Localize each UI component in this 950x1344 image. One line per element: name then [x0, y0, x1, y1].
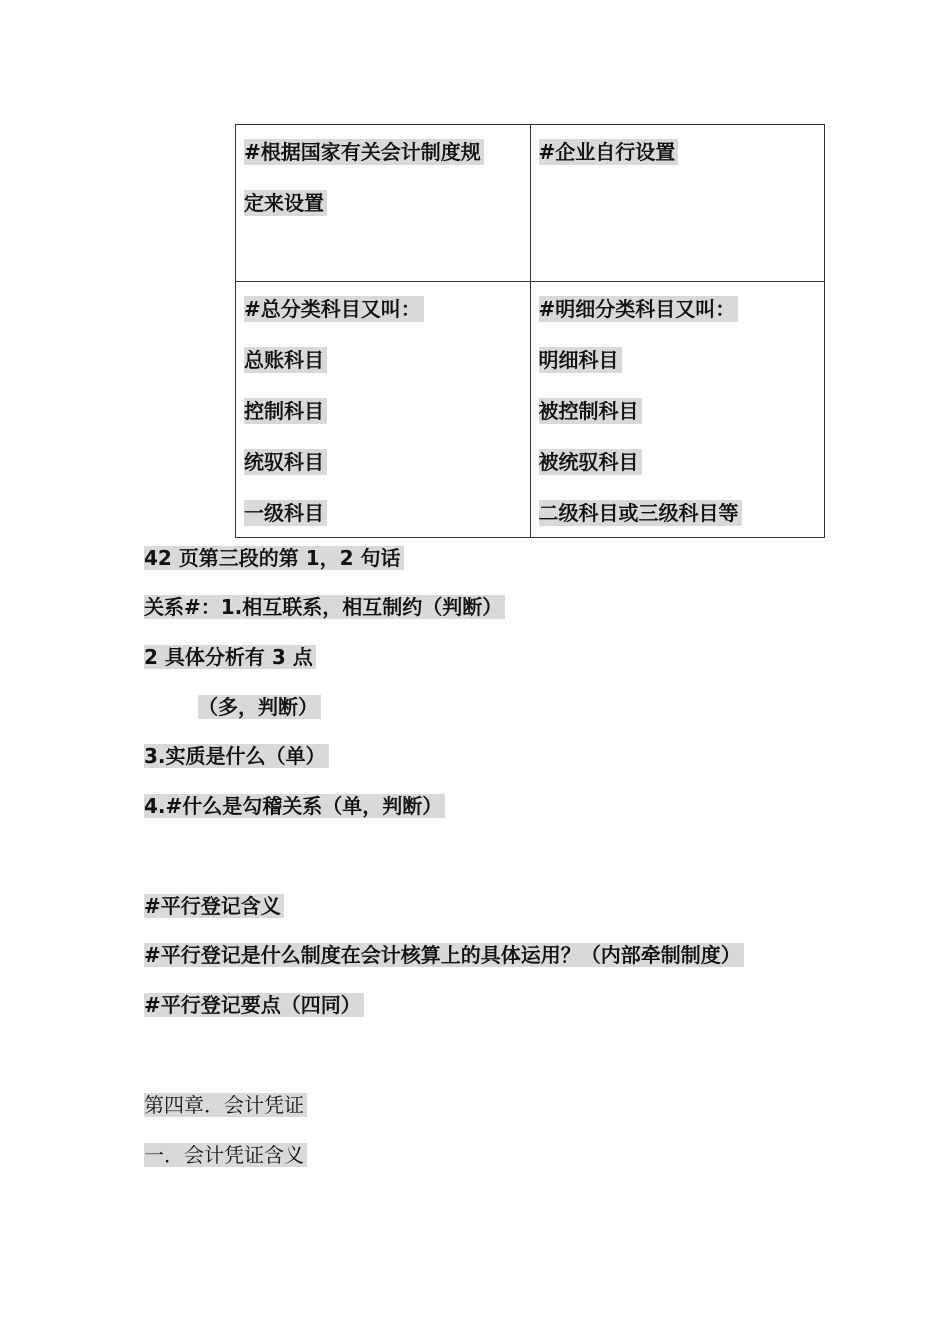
relationship-line: 关系#：1.相互联系，相互制约（判断） [144, 594, 505, 620]
check-relationship-line: 4.#什么是勾稽关系（单，判断） [144, 793, 445, 819]
table-cell-national-rules [236, 125, 531, 282]
table-line: #根据国家有关会计制度规 [244, 126, 524, 176]
parallel-posting-system: #平行登记是什么制度在会计核算上的具体运用？（内部牵制制度） [144, 942, 744, 968]
table-cell-enterprise-setup [530, 125, 825, 282]
table-line: 一级科目 [244, 487, 524, 537]
section-heading: 一．会计凭证含义 [144, 1142, 307, 1168]
parallel-posting-points: #平行登记要点（四同） [144, 992, 364, 1018]
question-type-note: （多，判断） [198, 694, 321, 720]
table-line: 明细科目 [539, 334, 819, 384]
page-reference-line: 42 页第三段的第 1，2 句话 [144, 545, 404, 571]
analysis-points-line: 2 具体分析有 3 点 [144, 644, 316, 670]
table-cell-detail-ledger-names [530, 282, 825, 538]
essence-line: 3.实质是什么（单） [144, 743, 329, 769]
table-line: 二级科目或三级科目等 [539, 487, 819, 537]
table-line: 统驭科目 [244, 436, 524, 486]
table-line: 总账科目 [244, 334, 524, 384]
chapter-heading: 第四章．会计凭证 [144, 1092, 307, 1118]
subject-comparison-table [235, 124, 825, 538]
table-line: 定来设置 [244, 177, 524, 227]
table-line: #企业自行设置 [539, 126, 819, 176]
table-line: 被控制科目 [539, 385, 819, 435]
table-line: #明细分类科目又叫： [539, 283, 819, 333]
parallel-posting-meaning: #平行登记含义 [144, 893, 284, 919]
table-line: #总分类科目又叫： [244, 283, 524, 333]
table-line: 被统驭科目 [539, 436, 819, 486]
table-line: 控制科目 [244, 385, 524, 435]
table-cell-general-ledger-names [236, 282, 531, 538]
